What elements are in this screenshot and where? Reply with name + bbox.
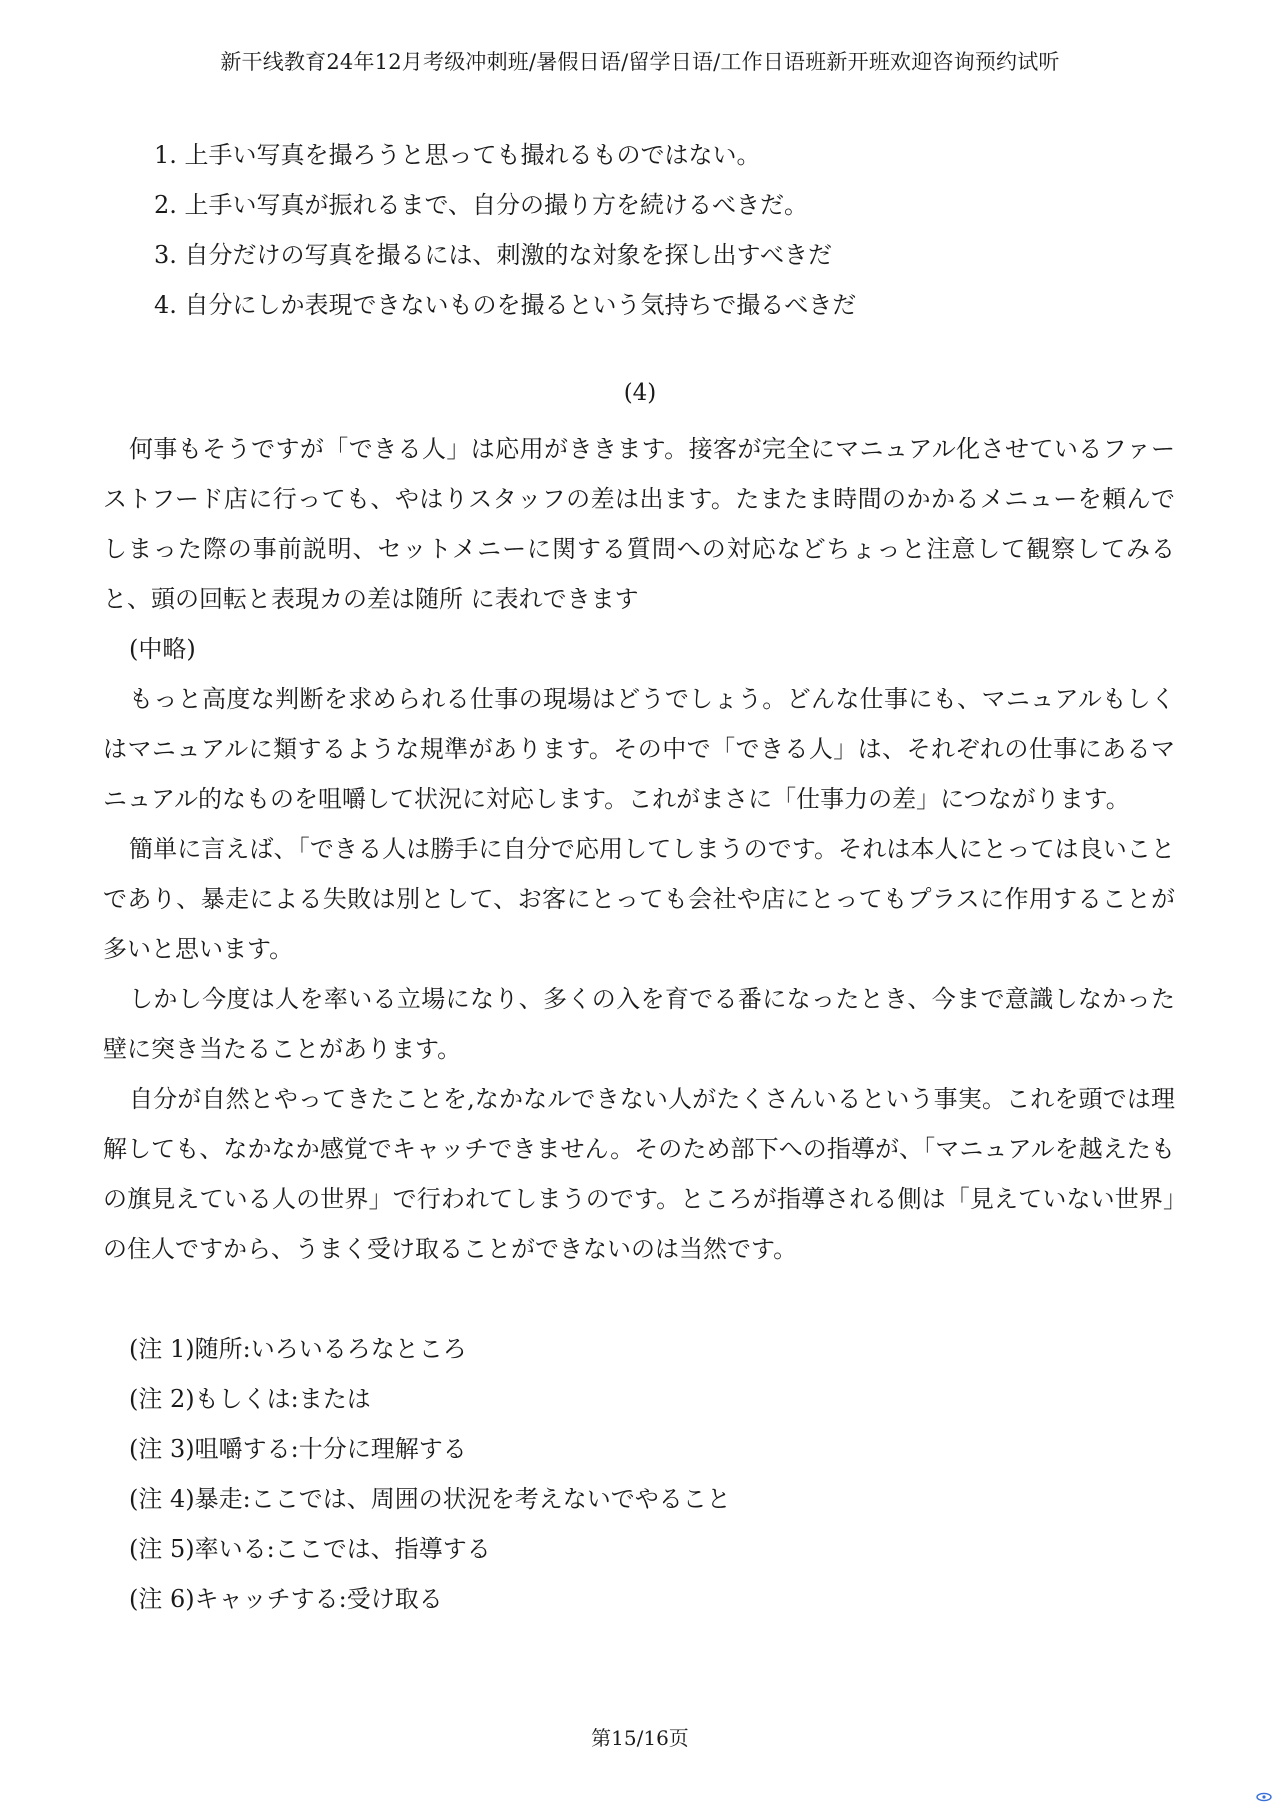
glossary-notes (129, 1324, 731, 1624)
passage-paragraph-2: もっと高度な判断を求められる仕事の現場はどうでしょう。どんな仕事にも、マニュアルもしくはマニュアルに類するような規準があります。その中で「できる人」は、それぞれの仕事にあるマニュアル的なものを咀嚼して状況に対応します。これがまさに「仕事力の差」につながります。 (103, 685, 1175, 813)
page-number: 第15/16页 (591, 1726, 689, 1750)
passage-paragraph-3: 簡単に言えば、「できる人は勝手に自分で応用してしまうのです。それは本人にとっては良いことであり、暴走による失敗は別として、お客にとっても会社や店にとってもプラスに作用することが多いと思います。 (103, 835, 1175, 963)
note-4: (注 4)暴走:ここでは、周囲の状況を考えないでやること (129, 1485, 731, 1513)
option-3: 3. 自分だけの写真を撮るには、刺激的な対象を探し出すべきだ (154, 241, 833, 269)
note-6: (注 6)キャッチする:受け取る (129, 1585, 443, 1613)
watermark-logo-icon (1256, 1792, 1272, 1802)
note-2: (注 2)もしくは:または (129, 1385, 371, 1413)
passage-paragraph-1: 何事もそうですが「できる人」は応用がききます。接客が完全にマニュアル化させているファーストフード店に行っても、やはりスタッフの差は出ます。たまたま時間のかかるメニューを頼んでしまった際の事前説明、セットメニーに関する質問への対応などちょっと注意して観察してみると、頭の回転と表現カの差は随所 に表れできます (103, 435, 1175, 613)
section-number: (4) (623, 380, 657, 406)
option-4: 4. 自分にしか表現できないものを撮るという気持ちで撮るべきだ (154, 291, 857, 319)
page-header: 新干线教育24年12月考级冲刺班/暑假日语/留学日语/工作日语班新开班欢迎咨询预约试听 (220, 50, 1060, 74)
passage-omission: (中略) (129, 635, 196, 663)
passage-paragraph-5: 自分が自然とやってきたことを,なかなルできない人がたくさんいるという事実。これを頭では理解しても、なかなか感覚でキャッチできません。そのため部下への指導が、「マニュアルを越えたもの旗見えている人の世界」で行われてしまうのです。ところが指導される側は「見えていない世界」の住人ですから、うまく受け取ることができないのは当然です。 (103, 1085, 1175, 1263)
note-5: (注 5)率いる:ここでは、指導する (129, 1535, 491, 1563)
passage-paragraph-4: しかし今度は人を率いる立場になり、多くの入を育でる番になったとき、今まで意識しなかった壁に突き当たることがあります。 (103, 985, 1175, 1063)
reading-passage (103, 424, 1175, 1274)
note-1: (注 1)随所:いろいるろなところ (129, 1335, 467, 1363)
answer-options (154, 130, 1154, 330)
option-2: 2. 上手い写真が振れるまで、自分の撮り方を続けるべきだ。 (154, 191, 809, 219)
note-3: (注 3)咀嚼する:十分に理解する (129, 1435, 467, 1463)
option-1: 1. 上手い写真を撮ろうと思っても撮れるものではない。 (154, 141, 761, 169)
